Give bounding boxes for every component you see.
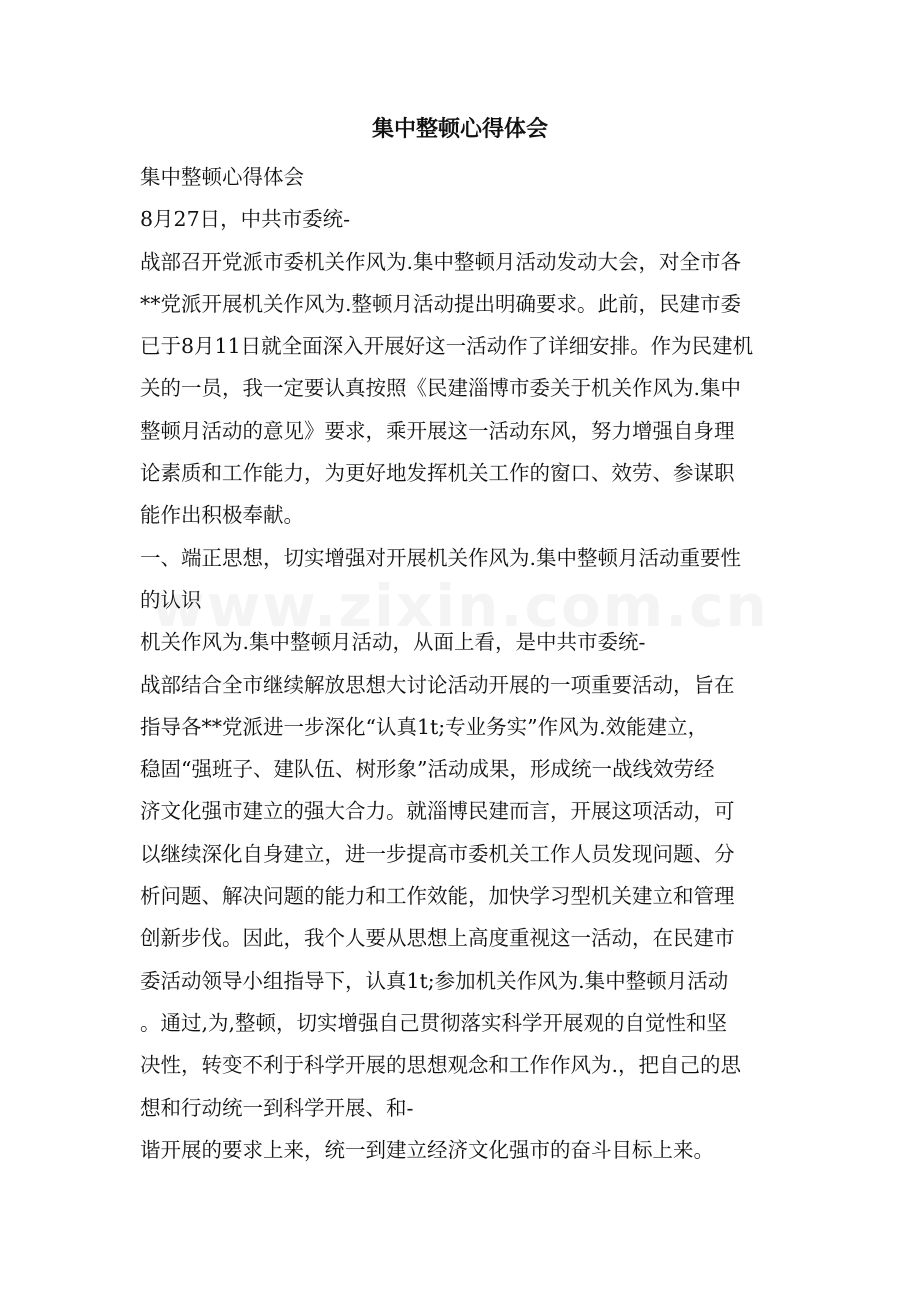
body-line: **党派开展机关作风为.整顿月活动提出明确要求。此前，民建市委 [140, 291, 742, 316]
body-line: 已于8月11日就全面深入开展好这一活动作了详细安排。作为民建机 [140, 334, 754, 359]
body-line: 论素质和工作能力，为更好地发挥机关工作的窗口、效劳、参谋职 [140, 461, 735, 486]
body-line: 创新步伐。因此，我个人要从思想上高度重视这一活动，在民建市 [140, 926, 735, 951]
body-line: 稳固“强班子、建队伍、树形象”活动成果，形成统一战线效劳经 [140, 757, 715, 782]
body-line: 。通过,为,整顿，切实增强自己贯彻落实科学开展观的自觉性和坚 [140, 1010, 728, 1035]
body-line: 关的一员，我一定要认真按照《民建淄博市委关于机关作风为.集中 [140, 376, 742, 401]
body-line: 一、端正思想，切实增强对开展机关作风为.集中整顿月活动重要性 [140, 545, 742, 570]
body-line: 决性，转变不利于科学开展的思想观念和工作作风为.，把自己的思 [140, 1053, 742, 1078]
body-line: 的认识 [140, 587, 202, 612]
body-line: 8月27日，中共市委统- [140, 207, 351, 232]
body-line: 集中整顿心得体会 [140, 165, 304, 189]
body-line: 机关作风为.集中整顿月活动，从面上看，是中共市委统- [140, 630, 646, 655]
body-line: 委活动领导小组指导下，认真1t;参加机关作风为.集中整顿月活动 [140, 968, 729, 993]
body-line: 指导各**党派进一步深化“认真1t;专业务实”作风为.效能建立， [140, 714, 709, 739]
body-line: 整顿月活动的意见》要求，乘开展这一活动东风，努力增强自身理 [140, 418, 735, 443]
body-line: 析问题、解决问题的能力和工作效能，加快学习型机关建立和管理 [140, 884, 735, 909]
body-line: 战部召开党派市委机关作风为.集中整顿月活动发动大会，对全市各 [140, 249, 742, 274]
body-line: 济文化强市建立的强大合力。就淄博民建而言，开展这项活动，可 [140, 799, 735, 824]
body-line: 谐开展的要求上来，统一到建立经济文化强市的奋斗目标上来。 [140, 1137, 714, 1162]
body-line: 以继续深化自身建立，进一步提高市委机关工作人员发现问题、分 [140, 841, 735, 866]
body-line: 想和行动统一到科学开展、和- [140, 1095, 414, 1120]
body-line: 能作出积极奉献。 [140, 503, 304, 528]
document-title: 集中整顿心得体会 [371, 116, 548, 142]
body-line: 战部结合全市继续解放思想大讨论活动开展的一项重要活动，旨在 [140, 672, 735, 697]
document-body [140, 156, 780, 1171]
